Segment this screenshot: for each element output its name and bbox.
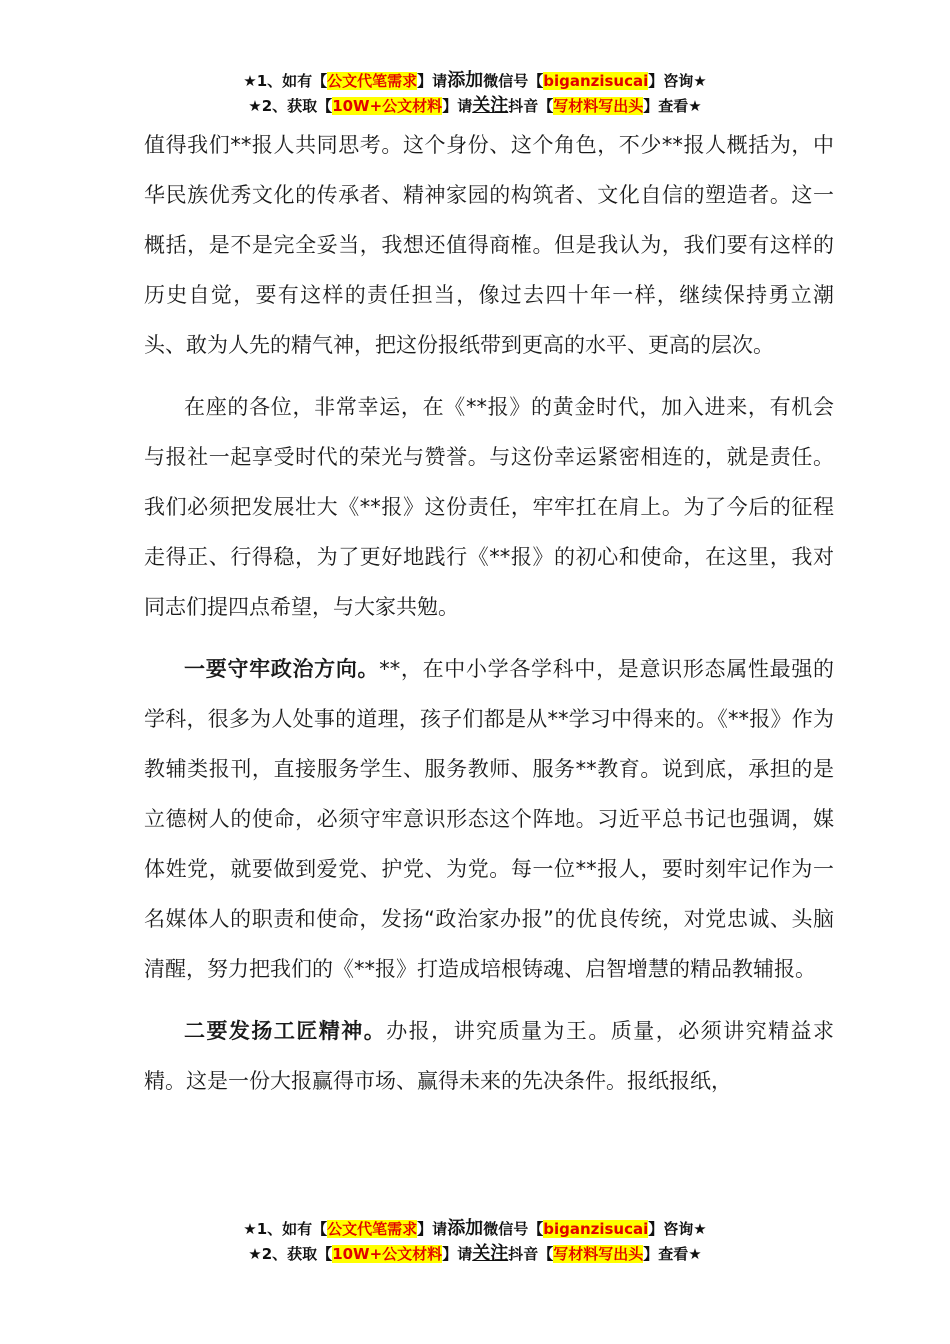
paragraph-4-heading: 二要发扬工匠精神。: [184, 1019, 387, 1043]
paragraph-2: 在座的各位，非常幸运，在《**报》的黄金时代，加入进来，有机会与报社一起享受时代的荣光与赞誉。与这份幸运紧密相连的，就是责任。我们必须把发展壮大《**报》这份责任，牢牢扛在肩上。为了今后的征程走得正、行得稳，为了更好地践行《**报》的初心和使命，在这里，我对同志们提四点希望，与大家共勉。: [144, 395, 834, 619]
footer-line2-highlight-douyin: 写材料写出头: [553, 1245, 644, 1263]
banner-line2-mid: 】请: [442, 97, 473, 115]
footer-line2-mid2: 抖音【: [508, 1245, 554, 1263]
banner-line1-emphasis: 添加: [447, 70, 484, 91]
footer-banner-line-1: [0, 1216, 950, 1241]
banner-line1-highlight-wechat: biganzisucai: [543, 72, 649, 90]
footer-banner: [0, 1216, 950, 1266]
footer-line1-mid: 】请: [417, 1220, 448, 1238]
banner-line2-prefix: ★2、获取【: [248, 97, 333, 115]
banner-line2-highlight-douyin: 写材料写出头: [553, 97, 644, 115]
footer-line1-suffix: 】咨询★: [648, 1220, 707, 1238]
footer-line2-prefix: ★2、获取【: [248, 1245, 333, 1263]
banner-line-2: [0, 93, 950, 118]
footer-line2-mid: 】请: [442, 1245, 473, 1263]
paragraph-4-text: 办报，讲究质量为王。质量，必须讲究精益求精。这是一份大报赢得市场、赢得未来的先决条件。报纸报纸，: [144, 1019, 835, 1093]
document-body: [144, 120, 834, 1118]
footer-line1-highlight-wechat: biganzisucai: [543, 1220, 649, 1238]
footer-line1-mid2: 微信号【: [483, 1220, 544, 1238]
footer-banner-line-2: [0, 1241, 950, 1266]
footer-line1-highlight-service: 公文代笔需求: [327, 1220, 418, 1238]
paragraph-3-heading: 一要守牢政治方向。: [184, 657, 380, 681]
paragraph-3: [144, 644, 834, 994]
footer-line2-emphasis: 关注: [472, 1243, 509, 1264]
footer-line1-prefix: ★1、如有【: [243, 1220, 328, 1238]
footer-line2-highlight-materials: 10W+公文材料: [332, 1245, 443, 1263]
banner-line1-suffix: 】咨询★: [648, 72, 707, 90]
footer-line1-emphasis: 添加: [447, 1218, 484, 1239]
footer-line2-suffix: 】查看★: [643, 1245, 702, 1263]
banner-line1-mid: 】请: [417, 72, 448, 90]
banner-line1-mid2: 微信号【: [483, 72, 544, 90]
banner-line2-suffix: 】查看★: [643, 97, 702, 115]
header-banner: [0, 68, 950, 118]
banner-line2-mid2: 抖音【: [508, 97, 554, 115]
banner-line2-emphasis: 关注: [472, 95, 509, 116]
paragraph-4: [144, 1006, 834, 1106]
banner-line1-prefix: ★1、如有【: [243, 72, 328, 90]
banner-line1-highlight-service: 公文代笔需求: [327, 72, 418, 90]
paragraph-3-text: **，在中小学各学科中，是意识形态属性最强的学科，很多为人处事的道理，孩子们都是从**学习中得来的。《**报》作为教辅类报刊，直接服务学生、服务教师、服务**教育。说到底，承担的是立德树人的使命，必须守牢意识形态这个阵地。习近平总书记也强调，媒体姓党，就要做到爱党、护党、为党。每一位**报人，要时刻牢记作为一名媒体人的职责和使命，发扬“政治家办报”的优良传统，对党忠诚、头脑清醒，努力把我们的《**报》打造成培根铸魂、启智增慧的精品教辅报。: [144, 657, 835, 981]
banner-line2-highlight-materials: 10W+公文材料: [332, 97, 443, 115]
paragraph-1: 值得我们**报人共同思考。这个身份、这个角色，不少**报人概括为，中华民族优秀文化的传承者、精神家园的构筑者、文化自信的塑造者。这一概括，是不是完全妥当，我想还值得商榷。但是我认为，我们要有这样的历史自觉，要有这样的责任担当，像过去四十年一样，继续保持勇立潮头、敢为人先的精气神，把这份报纸带到更高的水平、更高的层次。: [144, 133, 834, 357]
banner-line-1: [0, 68, 950, 93]
